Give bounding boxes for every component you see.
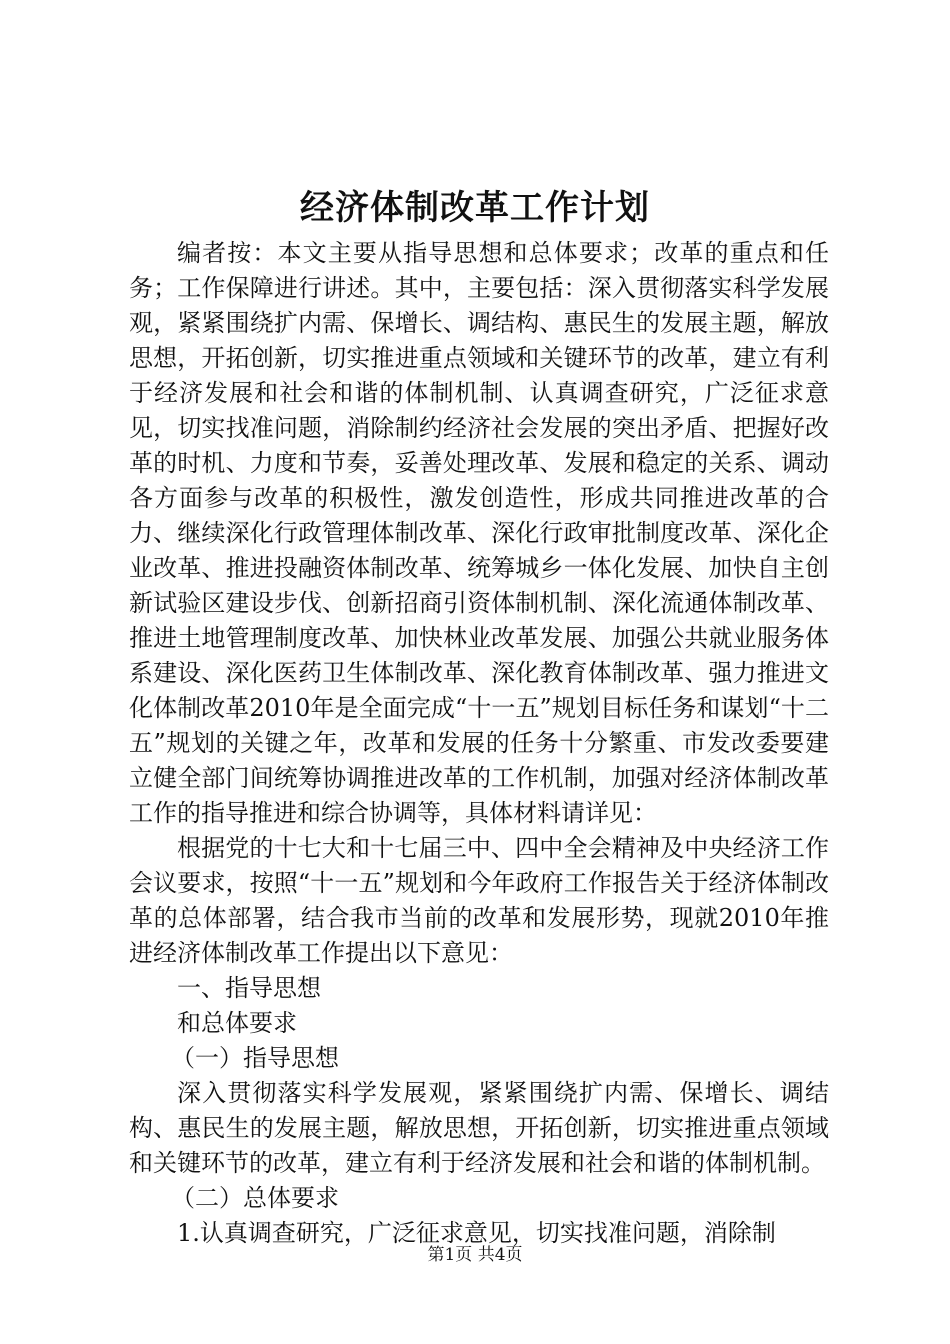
subsection-heading-guiding-thought: （一）指导思想 bbox=[171, 1044, 339, 1072]
page-number-footer: 第1页 共4页 bbox=[427, 1245, 523, 1265]
document-body bbox=[129, 236, 829, 1251]
section-heading-guiding-line-1: 一、指导思想 bbox=[177, 974, 321, 1002]
guiding-thought-paragraph: 深入贯彻落实科学发展观，紧紧围绕扩内需、保增长、调结构、惠民生的发展主题，解放思想，开拓创新，切实推进重点领域和关键环节的改革，建立有利于经济发展和社会和谐的体制机制。 bbox=[129, 1079, 829, 1177]
intro-paragraph: 根据党的十七大和十七届三中、四中全会精神及中央经济工作会议要求，按照“十一五”规划和今年政府工作报告关于经济体制改革的总体部署，结合我市当前的改革和发展形势，现就2010年推进经济体制改革工作提出以下意见： bbox=[129, 834, 829, 967]
document-title: 经济体制改革工作计划 bbox=[300, 188, 650, 228]
editor-note-paragraph: 编者按：本文主要从指导思想和总体要求；改革的重点和任务；工作保障进行讲述。其中，主要包括：深入贯彻落实科学发展观，紧紧围绕扩内需、保增长、调结构、惠民生的发展主题，解放思想，开拓创新，切实推进重点领域和关键环节的改革，建立有利于经济发展和社会和谐的体制机制、认真调查研究，广泛征求意见，切实找准问题，消除制约经济社会发展的突出矛盾、把握好改革的时机、力度和节奏，妥善处理改革、发展和稳定的关系、调动各方面参与改革的积极性，激发创造性，形成共同推进改革的合力、继续深化行政管理体制改革、深化行政审批制度改革、深化企业改革、推进投融资体制改革、统筹城乡一体化发展、加快自主创新试验区建设步伐、创新招商引资体制机制、深化流通体制改革、推进土地管理制度改革、加快林业改革发展、加强公共就业服务体系建设、深化医药卫生体制改革、深化教育体制改革、强力推进文化体制改革2010年是全面完成“十一五”规划目标任务和谋划“十二五”规划的关键之年，改革和发展的任务十分繁重、市发改委要建立健全部门间统筹协调推进改革的工作机制，加强对经济体制改革工作的指导推进和综合协调等，具体材料请详见： bbox=[129, 239, 829, 827]
requirement-item-paragraph: 1.认真调查研究，广泛征求意见，切实找准问题，消除制 bbox=[177, 1219, 776, 1247]
subsection-heading-overall-requirements: （二）总体要求 bbox=[171, 1184, 339, 1212]
section-heading-guiding-line-2: 和总体要求 bbox=[177, 1009, 297, 1037]
